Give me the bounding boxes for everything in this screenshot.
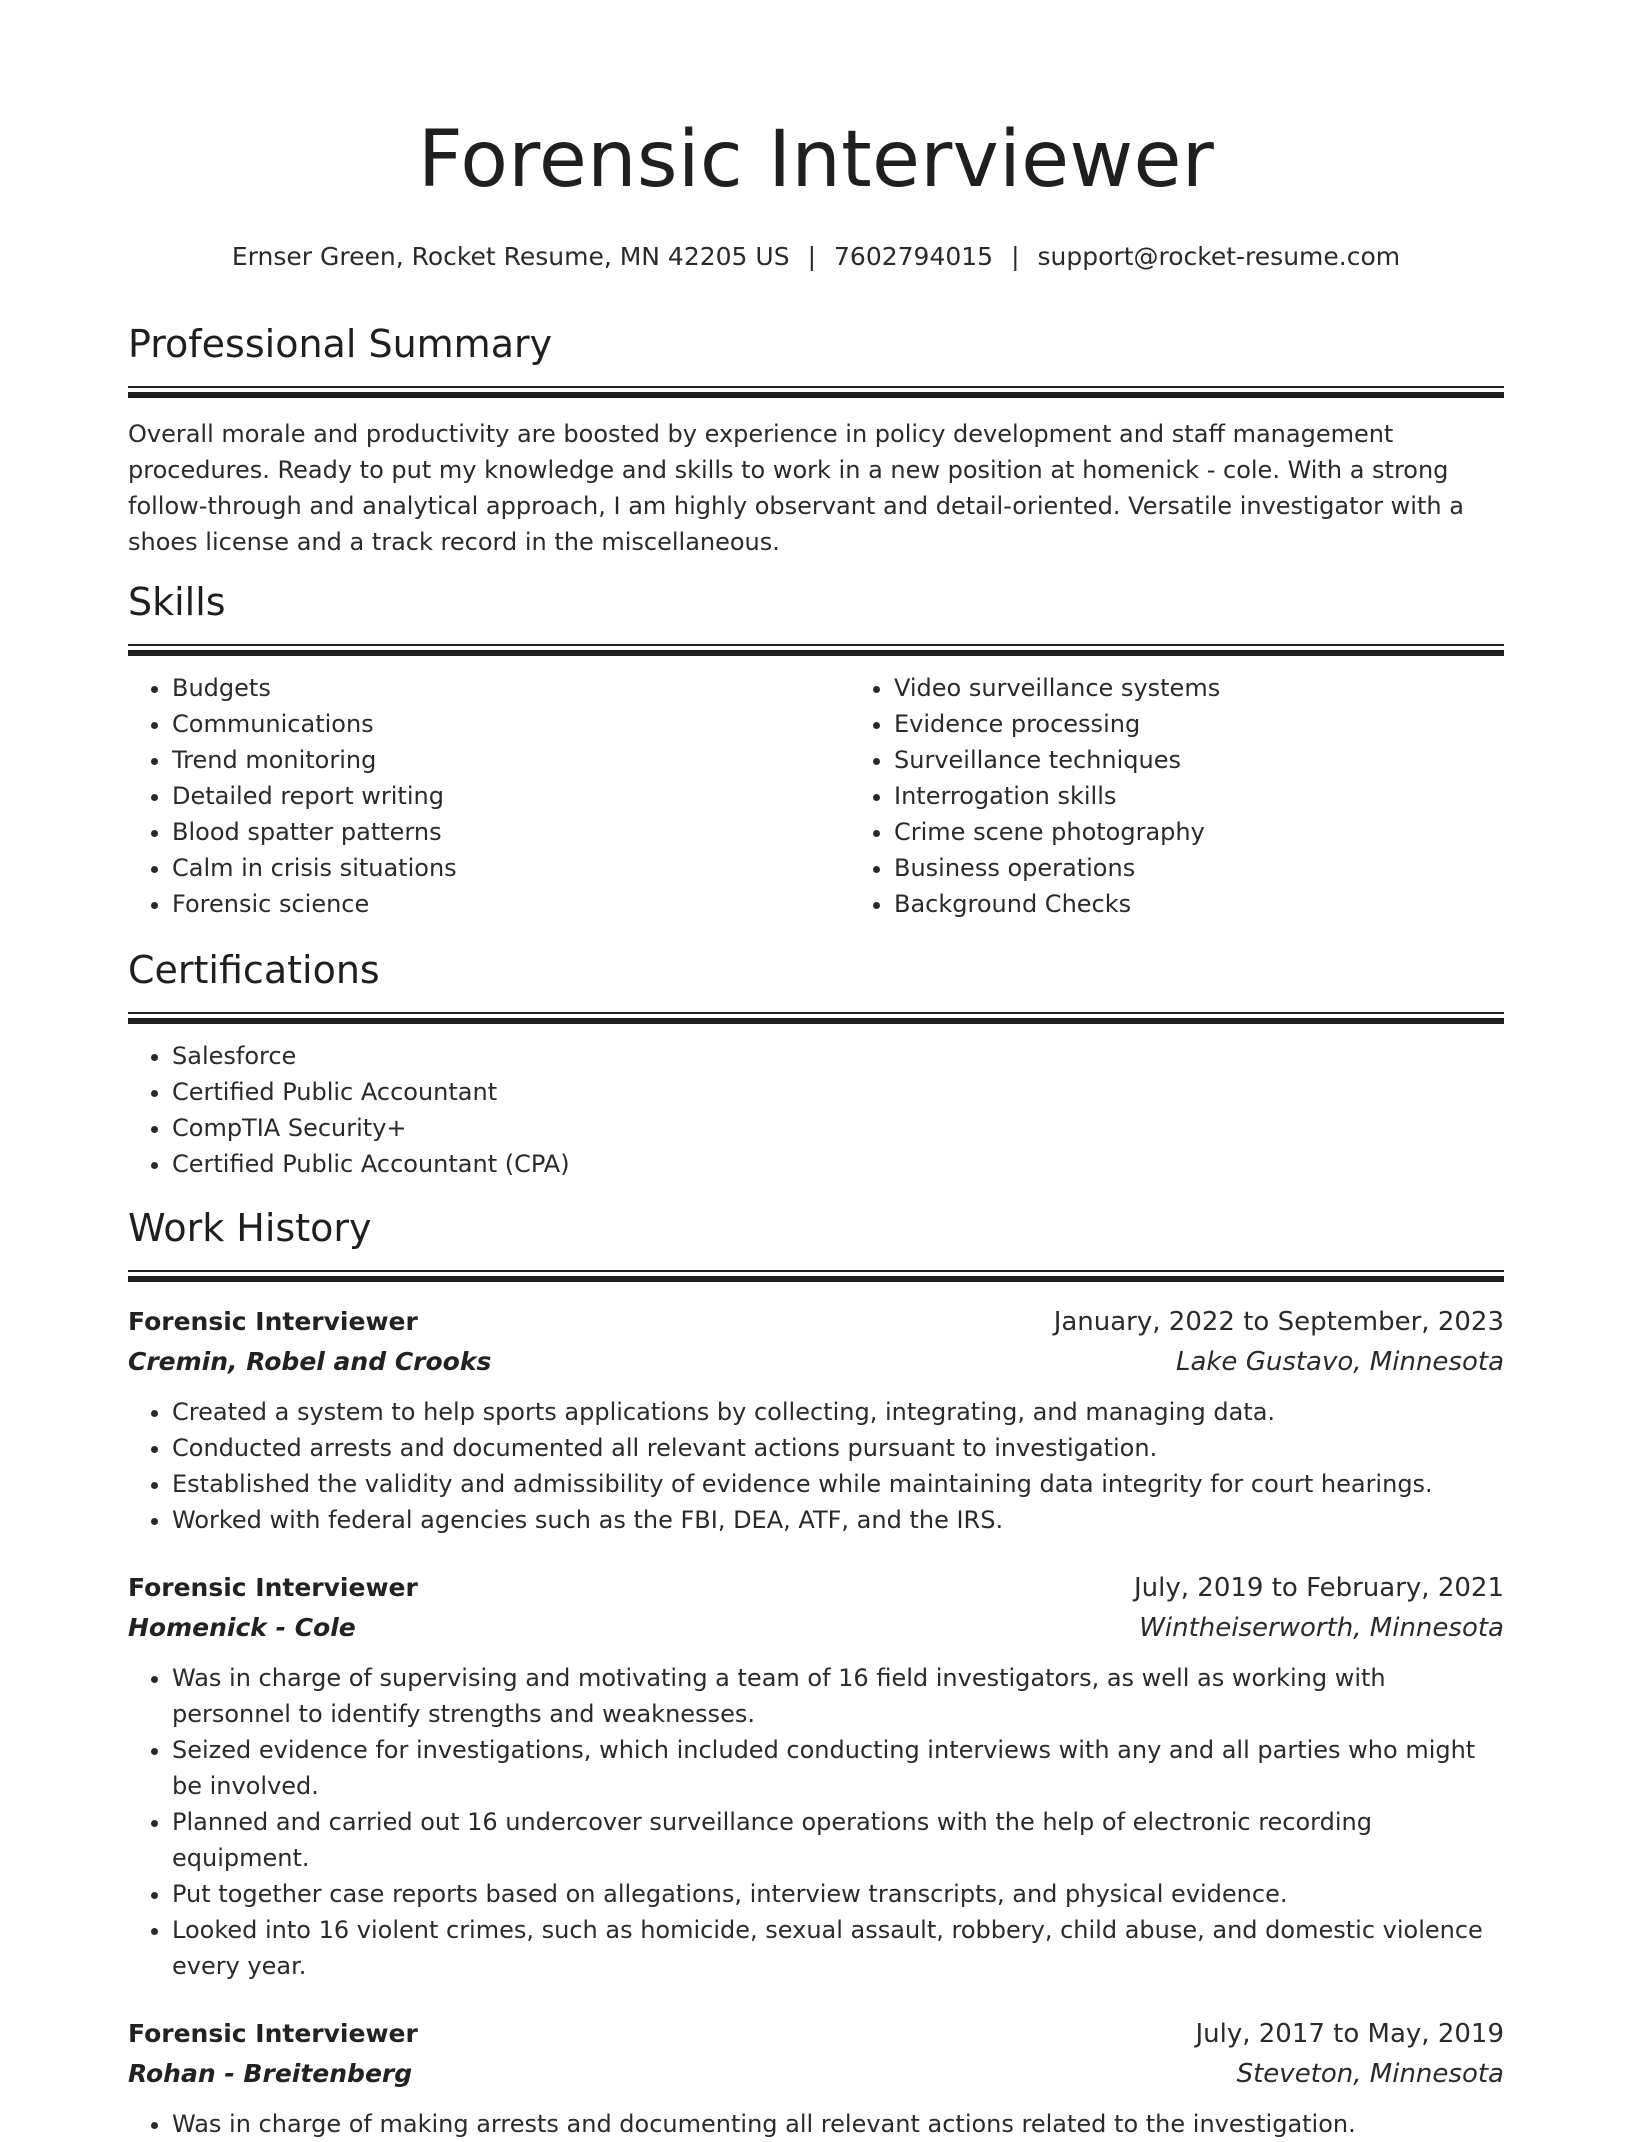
contact-separator: | [807,242,817,271]
list-item: • Blood spatter patterns [172,814,850,850]
list-item: • Put together case reports based on allegations, interview transcripts, and physical evidence. [172,1876,1504,1912]
list-item: • Looked into 16 violent crimes, such as homicide, sexual assault, robbery, child abuse, and domestic violence every year. [172,1912,1504,1984]
list-item: • Certified Public Accountant (CPA) [172,1146,1504,1182]
skills-columns [128,656,1504,922]
list-item: • Worked with federal agencies such as the FBI, DEA, ATF, and the IRS. [172,1502,1504,1538]
contact-line [128,240,1504,274]
job-company-row [128,1608,1504,1648]
certifications-section [128,946,1504,1182]
skills-list-right [850,670,1572,922]
section-title: Professional Summary [128,322,553,366]
job-company: Cremin, Robel and Crooks [128,1347,492,1376]
list-item: • Established the validity and admissibility of evidence while maintaining data integrity for court hearings. [172,1466,1504,1502]
contact-separator: | [1011,242,1020,271]
list-item: • Was in charge of making arrests and documenting all relevant actions related to the investigation. [172,2106,1504,2142]
list-item: • Background Checks [894,886,1572,922]
list-item: • Seized evidence for investigations, which included conducting interviews with any and all parties who might be involved. [172,1732,1504,1804]
list-item: • Conducted arrests and documented all relevant actions pursuant to investigation. [172,1430,1504,1466]
list-item: • Certified Public Accountant [172,1074,1504,1110]
section-divider [128,1012,1504,1024]
skills-list-left [128,670,850,922]
list-item: • Planned and carried out 16 undercover surveillance operations with the help of electronic recording equipment. [172,1804,1504,1876]
job-title: Forensic Interviewer [128,1307,418,1336]
job-company: Rohan - Breitenberg [128,2059,413,2088]
section-title: Certifications [128,948,380,992]
list-item: • Interrogation skills [894,778,1572,814]
list-item: • Video surveillance systems [894,670,1572,706]
job-title: Forensic Interviewer [128,1573,418,1602]
list-item: • Trend monitoring [172,742,850,778]
job-location: Lake Gustavo, Minnesota [1175,1347,1504,1377]
job-bullets [128,1660,1504,1984]
job-company-row [128,2054,1504,2094]
job-title: Forensic Interviewer [128,2019,418,2048]
skills-section [128,578,1504,922]
section-title: Skills [128,580,226,624]
list-item: • Detailed report writing [172,778,850,814]
list-item: • Surveillance techniques [894,742,1572,778]
resume-name: Forensic Interviewer [417,115,1215,205]
job-dates: July, 2017 to May, 2019 [1195,2019,1504,2049]
job-header-row [128,1568,1504,1608]
section-divider [128,1270,1504,1282]
summary-section [128,320,1504,560]
job-entry [128,2014,1504,2142]
certifications-list [128,1038,1504,1182]
job-entry [128,1302,1504,1538]
section-divider [128,386,1504,398]
job-location: Wintheiserworth, Minnesota [1139,1613,1504,1643]
contact-email: support@rocket-resume.com [1037,242,1401,271]
list-item: • Business operations [894,850,1572,886]
list-item: • Crime scene photography [894,814,1572,850]
job-location: Steveton, Minnesota [1236,2059,1504,2089]
list-item: • Was in charge of supervising and motivating a team of 16 field investigators, as well as working with personnel to identify strengths and weaknesses. [172,1660,1504,1732]
job-header-row [128,1302,1504,1342]
list-item: • Salesforce [172,1038,1504,1074]
section-title: Work History [128,1206,372,1250]
list-item: • Evidence processing [894,706,1572,742]
job-company: Homenick - Cole [128,1613,356,1642]
list-item: • Budgets [172,670,850,706]
summary-text: Overall morale and productivity are boosted by experience in policy development and staff management procedures. Ready to put my knowledge and skills to work in a new position at homenick - cole. With a strong follow-through and analytical approach, I am highly observant and detail-oriented. Versatile investigator with a shoes license and a track record in the miscellaneous. [128,420,1464,556]
list-item: • CompTIA Security+ [172,1110,1504,1146]
job-dates: January, 2022 to September, 2023 [1053,1307,1504,1337]
section-divider [128,644,1504,656]
job-company-row [128,1342,1504,1382]
list-item: • Communications [172,706,850,742]
contact-phone: 7602794015 [834,242,994,271]
job-bullets [128,2106,1504,2142]
list-item: • Calm in crisis situations [172,850,850,886]
job-header-row [128,2014,1504,2054]
job-bullets [128,1394,1504,1538]
job-dates: July, 2019 to February, 2021 [1134,1573,1504,1603]
work-history-section [128,1204,1504,2142]
contact-address: Ernser Green, Rocket Resume, MN 42205 US [231,242,790,271]
list-item: • Forensic science [172,886,850,922]
job-entry [128,1568,1504,1984]
list-item: • Created a system to help sports applications by collecting, integrating, and managing data. [172,1394,1504,1430]
